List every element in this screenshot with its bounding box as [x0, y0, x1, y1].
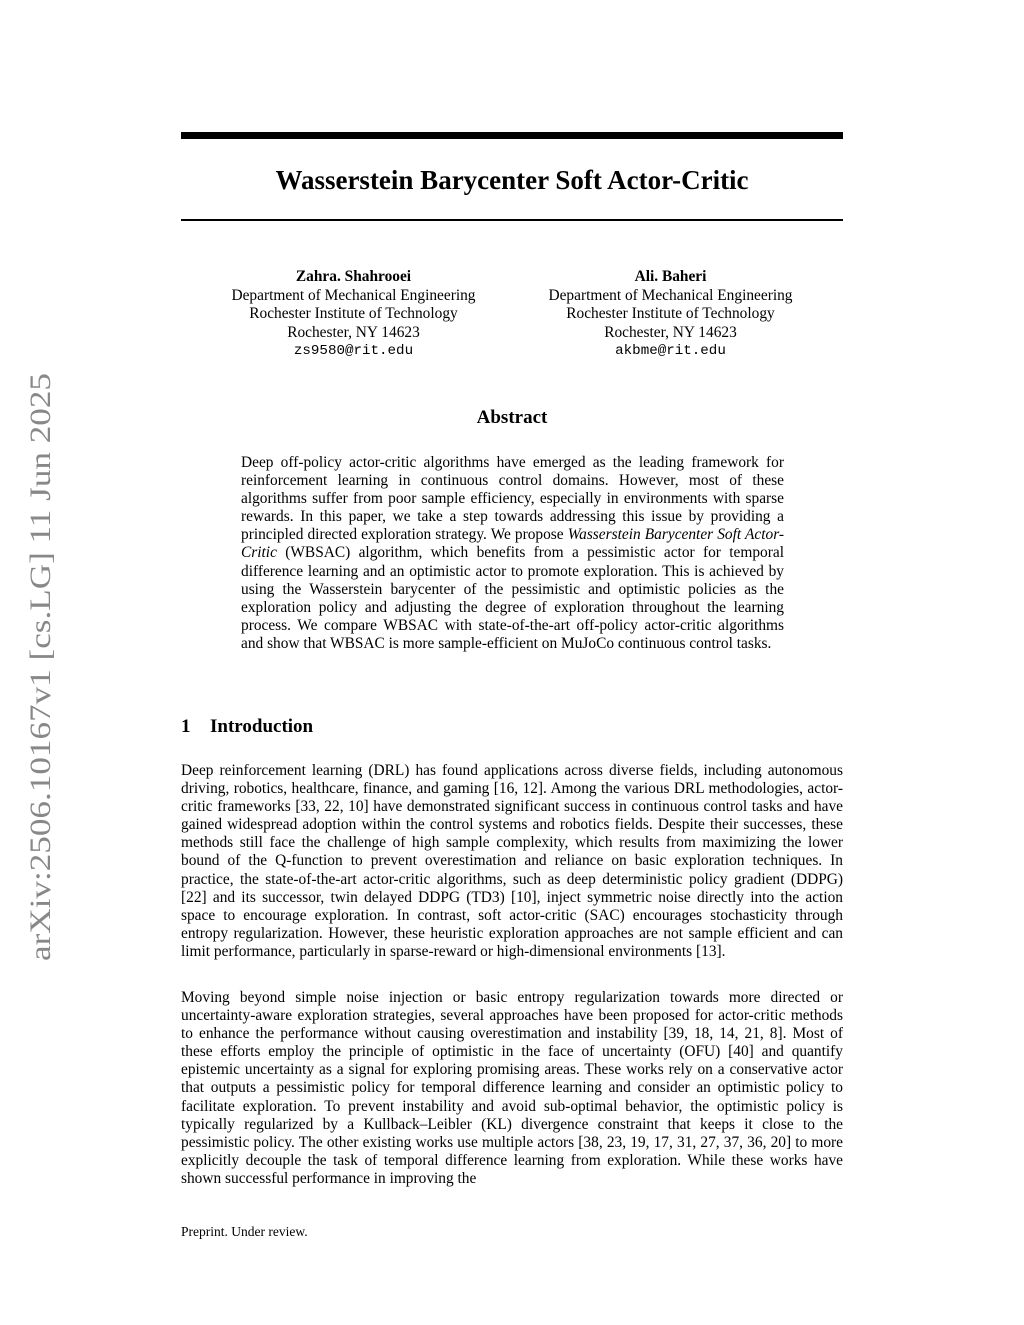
author-department: Department of Mechanical Engineering [548, 286, 793, 304]
abstract-text [241, 454, 784, 653]
author-block-2 [505, 268, 836, 361]
author-email: akbme@rit.edu [615, 343, 726, 360]
intro-paragraph-2: Moving beyond simple noise injection or basic entropy regularization towards more directed or uncertainty-aware exploration strategies, several approaches have been proposed for actor-critic methods to enhance the performance without causing overestimation and instability [39, 18, 14, 21, 8]. Most of these efforts employ the principle of optimistic in the face of uncertainty (OFU) [40] and quantify epistemic uncertainty as a signal for exploring promising areas. These works rely on a conservative actor that outputs a pessimistic policy for temporal difference learning and consider an optimistic policy to facilitate exploration. To prevent instability and avoid sub-optimal behavior, the optimistic policy is typically regularized by a Kullback–Leibler (KL) divergence constraint that keeps it close to the pessimistic policy. The other existing works use multiple actors [38, 23, 19, 17, 31, 27, 37, 36, 20] to more explicitly decouple the task of temporal difference learning from exploration. While these works have shown successful performance in improving the [181, 989, 843, 1187]
paper-title: Wasserstein Barycenter Soft Actor-Critic [275, 165, 749, 195]
abstract-text-part: (WBSAC) algorithm, which benefits from a pessimistic actor for temporal difference learning and an optimistic actor to promote exploration. This is achieved by using the Wasserstein barycenter of the pessimistic and optimistic policies as the exploration policy and adjusting the degree of exploration throughout the learning process. We compare WBSAC with state-of-the-art off-policy actor-critic algorithms and show that WBSAC is more sample-efficient on MuJoCo continuous control tasks. [241, 544, 784, 652]
intro-paragraph-1: Deep reinforcement learning (DRL) has found applications across diverse fields, including autonomous driving, robotics, healthcare, finance, and gaming [16, 12]. Among the various DRL methodologies, actor-critic frameworks [33, 22, 10] have demonstrated significant success in continuous control tasks and have gained widespread adoption within the control systems and robotics fields. Despite their successes, these methods still face the challenge of high sample complexity, which results from maximizing the lower bound of the Q-function to prevent overestimation and reliance on basic exploration techniques. In practice, the state-of-the-art actor-critic algorithms, such as deep deterministic policy gradient (DDPG) [22] and its successor, twin delayed DDPG (TD3) [10], inject symmetric noise directly into the action space to encourage exploration. In contrast, soft actor-critic (SAC) encourages stochasticity through entropy regularization. However, these heuristic exploration approaches are not sample efficient and can limit performance, particularly in sparse-reward or high-dimensional environments [13]. [181, 762, 843, 960]
author-institution: Rochester Institute of Technology [566, 305, 775, 323]
author-name: Zahra. Shahrooei [295, 268, 412, 285]
author-name: Ali. Baheri [634, 268, 707, 285]
author-block-1 [188, 268, 519, 361]
author-location: Rochester, NY 14623 [604, 323, 737, 341]
author-department: Department of Mechanical Engineering [231, 286, 476, 304]
section-heading-introduction [181, 715, 843, 739]
abstract-method-name: Wasserstein Barycenter Soft Actor-Critic [241, 526, 784, 562]
abstract-heading: Abstract [476, 407, 548, 428]
section-number: 1 [181, 716, 191, 737]
author-institution: Rochester Institute of Technology [249, 305, 458, 323]
section-title: Introduction [210, 716, 314, 737]
abstract-text-part: Deep off-policy actor-critic algorithms have emerged as the leading framework for reinforcement learning in continuous control domains. However, most of these algorithms suffer from poor sample efficiency, especially in environments with sparse rewards. In this paper, we take a step towards addressing this issue by providing a principled directed exploration strategy. We propose [241, 454, 784, 544]
arxiv-stamp-text: arXiv:2506.10167v1 [cs.LG] 11 Jun 2025 [24, 458, 57, 961]
title-bottom-rule [181, 219, 843, 221]
footer-note: Preprint. Under review. [181, 1224, 308, 1239]
author-location: Rochester, NY 14623 [287, 323, 420, 341]
title-top-rule [181, 132, 843, 139]
author-email: zs9580@rit.edu [293, 343, 414, 360]
arxiv-identifier-stamp [14, 372, 64, 962]
